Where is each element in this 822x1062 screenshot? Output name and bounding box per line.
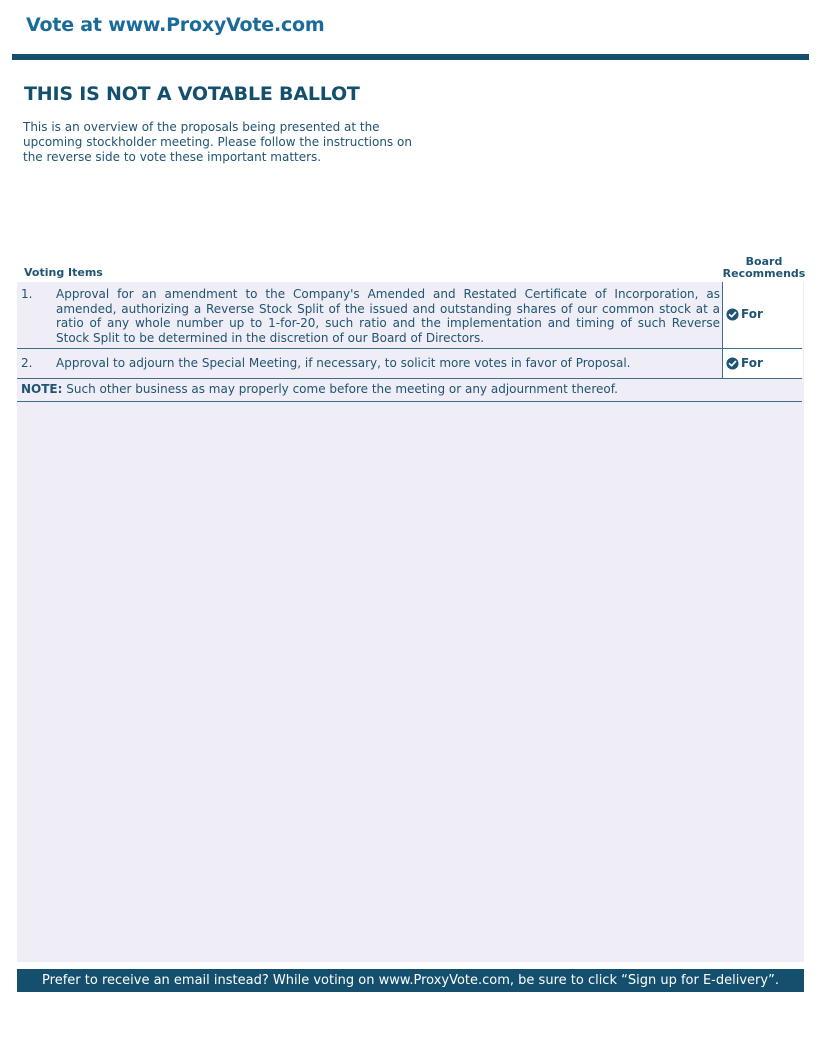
note-row [17,379,802,402]
e-delivery-banner: Prefer to receive an email instead? While voting on www.ProxyVote.com, be sure to click “Sign up for E-delivery”. [17,969,804,992]
table-row [17,282,802,349]
recommendation-label: For [741,307,763,321]
note-body: Such other business as may properly come before the meeting or any adjournment thereof. [62,382,618,396]
recommendation-label: For [741,356,763,370]
voting-items-header: Voting Items [24,266,103,279]
recommendation-cell [722,282,803,348]
proposal-number: 2. [21,356,33,370]
check-circle-icon [726,357,739,370]
header-divider [12,54,809,60]
recommendation [726,307,763,321]
recommendation-cell [722,349,803,378]
voting-items-table [17,282,804,962]
check-circle-icon [726,308,739,321]
proposal-text: Approval for an amendment to the Company's Amended and Restated Certificate of Incorporation, as amended, authorizing a Reverse Stock Split of the issued and outstanding shares of our common stock at a ratio of any whole number up to 1-for-20, such ratio and the implementation and timing of such Reverse Stock Split to be determined in the discretion of our Board of Directors. [56,287,720,345]
intro-text: This is an overview of the proposals being presented at the upcoming stockholder meeting. Please follow the instructions on the reverse side to vote these important matters. [23,120,412,164]
recommendation [726,356,763,370]
board-header-line2: Recommends [722,267,806,280]
proxyvote-header-link[interactable]: Vote at www.ProxyVote.com [26,14,325,36]
proposal-number: 1. [21,287,33,301]
note-text [21,382,618,396]
note-label: NOTE: [21,382,63,396]
board-header-line1: Board [745,255,783,268]
board-recommends-header [722,256,806,280]
page-title: THIS IS NOT A VOTABLE BALLOT [24,83,360,105]
proposal-text: Approval to adjourn the Special Meeting, if necessary, to solicit more votes in favor of Proposal. [56,356,631,370]
table-row [17,349,802,379]
